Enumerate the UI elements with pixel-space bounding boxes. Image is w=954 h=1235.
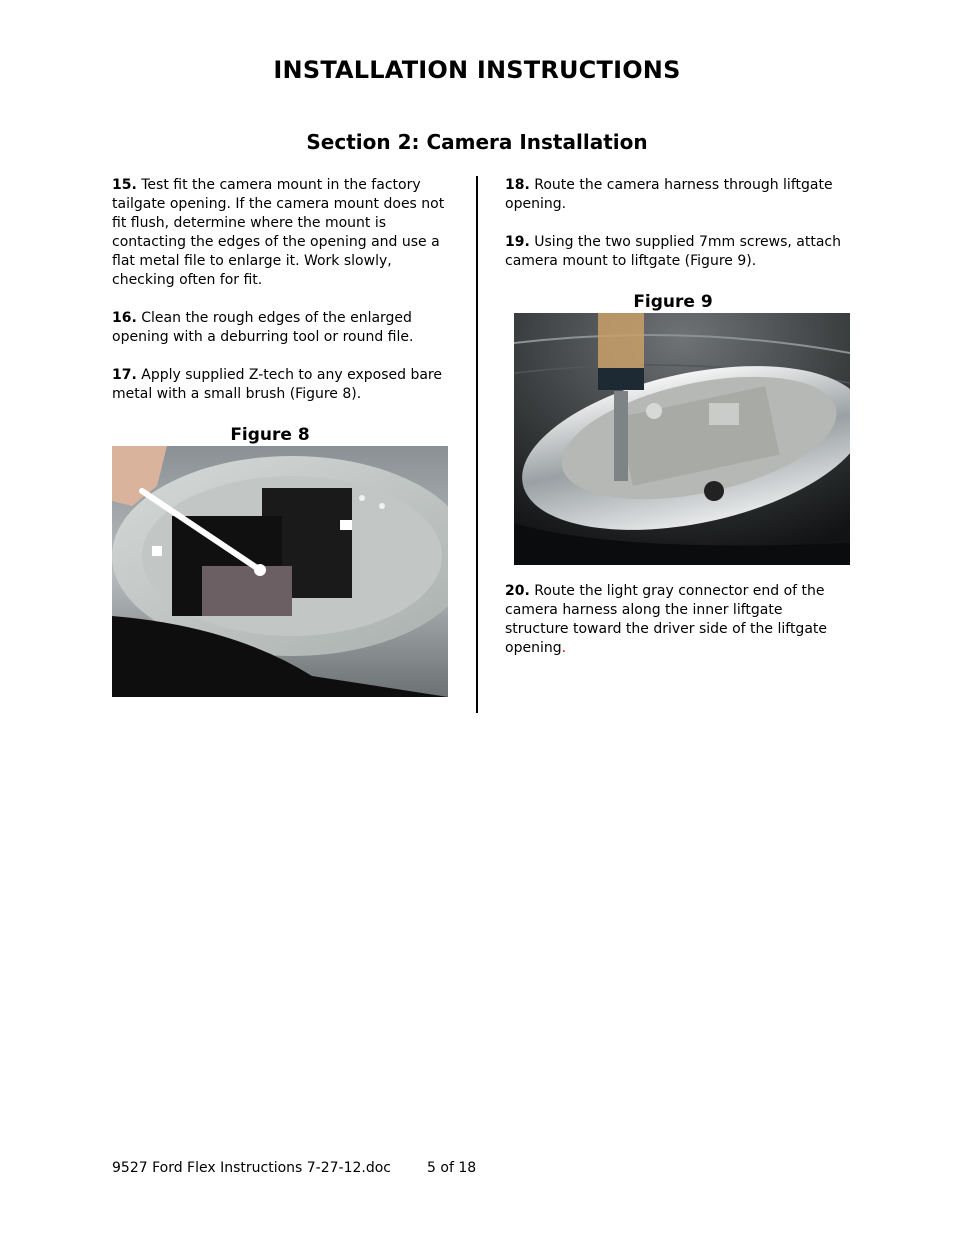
- step-text: Route the light gray connector end of the camera harness along the inner liftgate structure toward the driver side of the liftgate opening: [505, 583, 827, 656]
- step-number: 17.: [112, 367, 137, 383]
- right-column: [505, 176, 850, 677]
- footer-page-number: 5 of 18: [427, 1160, 477, 1176]
- left-column: [112, 176, 452, 697]
- step-18: [505, 176, 850, 214]
- step-number: 15.: [112, 177, 137, 193]
- step-number: 19.: [505, 234, 530, 250]
- page-footer: [112, 1160, 476, 1176]
- step-15: [112, 176, 452, 290]
- figure-9-label: Figure 9: [633, 292, 713, 312]
- step-text: Test fit the camera mount in the factory tailgate opening. If the camera mount does not fit flush, determine where the mount is contacting the edges of the opening and use a flat metal file to enlarge it. Work slowly, checking often for fit.: [112, 177, 445, 288]
- step-text: Using the two supplied 7mm screws, attach camera mount to liftgate (Figure 9).: [505, 234, 841, 269]
- step-19: [505, 233, 850, 271]
- step-number: 16.: [112, 310, 137, 326]
- column-divider: [476, 176, 478, 713]
- step-text: Apply supplied Z-tech to any exposed bare metal with a small brush (Figure 8).: [112, 367, 442, 402]
- section-heading: Section 2: Camera Installation: [306, 130, 648, 154]
- step-text: Clean the rough edges of the enlarged opening with a deburring tool or round file.: [112, 310, 414, 345]
- footer-filename: 9527 Ford Flex Instructions 7-27-12.doc: [112, 1160, 392, 1176]
- figure-8-label: Figure 8: [230, 425, 310, 445]
- step-number: 20.: [505, 583, 530, 599]
- step-17: [112, 366, 452, 404]
- step-number: 18.: [505, 177, 530, 193]
- figure-9-photo: [514, 313, 850, 565]
- document-title: INSTALLATION INSTRUCTIONS: [273, 56, 681, 84]
- figure-8-photo: [112, 446, 448, 697]
- step-20: [505, 582, 850, 658]
- step-text-end: .: [561, 640, 567, 656]
- step-16: [112, 309, 452, 347]
- step-text: Route the camera harness through liftgate opening.: [505, 177, 833, 212]
